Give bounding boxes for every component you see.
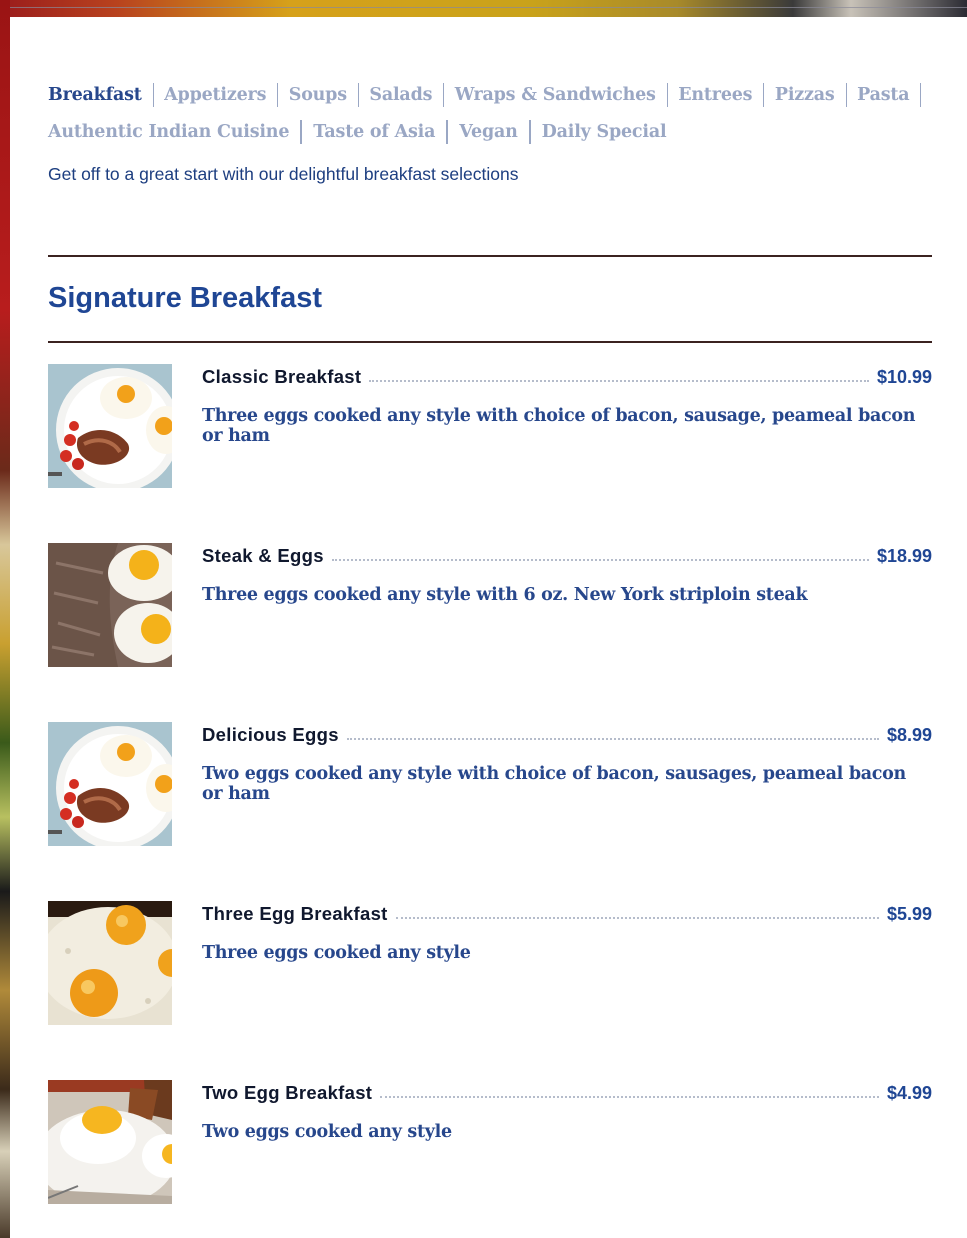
dotted-leader [347,724,879,740]
menu-item-name: Classic Breakfast [202,366,362,387]
menu-item-photo [48,1080,172,1204]
category-link-daily-special[interactable]: Daily Special [541,122,667,142]
category-link-pizzas[interactable]: Pizzas [774,85,835,105]
dotted-leader [380,1082,879,1098]
category-link-wraps-sandwiches[interactable]: Wraps & Sandwiches [454,85,656,105]
background-photo-left-strip [0,0,10,1238]
menu-item[interactable] [48,1080,932,1204]
nav-separator [667,83,668,107]
menu-item-header [202,1082,932,1108]
menu-item-description: Three eggs cooked any style with choice of bacon, sausage, peameal bacon or ham [202,406,916,446]
category-link-taste-of-asia[interactable]: Taste of Asia [313,122,436,142]
menu-item[interactable] [48,901,932,1025]
section-title: Signature Breakfast [48,282,322,314]
nav-separator [153,83,154,107]
nav-separator [277,83,278,107]
category-link-appetizers[interactable]: Appetizers [164,85,267,105]
menu-item-description: Three eggs cooked any style [202,943,471,963]
category-intro-text: Get off to a great start with our delightful breakfast selections [48,164,519,184]
menu-item-description: Two eggs cooked any style [202,1122,452,1142]
category-link-vegan[interactable]: Vegan [459,122,518,142]
menu-item-header [202,903,932,929]
menu-item-price: $18.99 [876,546,932,566]
menu-item-description: Two eggs cooked any style with choice of bacon, sausages, peameal bacon or ham [202,764,906,804]
menu-item-photo [48,364,172,488]
menu-item[interactable] [48,543,932,667]
dotted-leader [369,366,869,382]
menu-item-photo [48,722,172,846]
category-link-breakfast[interactable]: Breakfast [48,85,142,105]
nav-separator [846,83,847,107]
category-link-soups[interactable]: Soups [288,85,347,105]
section-bottom-rule [48,341,932,343]
nav-separator [443,83,444,107]
dotted-leader [332,545,869,561]
menu-item[interactable] [48,722,932,846]
menu-item[interactable] [48,364,932,488]
menu-item-price: $5.99 [886,904,932,924]
category-link-salads[interactable]: Salads [369,85,433,105]
menu-item-name: Two Egg Breakfast [202,1082,373,1103]
background-divider-line [10,7,967,8]
category-nav-row-2 [48,117,932,147]
category-nav-row-1 [48,80,932,110]
menu-item-name: Delicious Eggs [202,724,339,745]
dotted-leader [396,903,879,919]
category-nav [48,80,932,154]
nav-separator [358,83,359,107]
menu-item-description: Three eggs cooked any style with 6 oz. New York striploin steak [202,585,808,605]
menu-item-header [202,724,932,750]
menu-item-name: Steak & Eggs [202,545,324,566]
nav-separator [300,120,302,144]
nav-separator [763,83,764,107]
menu-item-header [202,545,932,571]
nav-separator [920,83,921,107]
menu-item-photo [48,901,172,1025]
menu-item-price: $4.99 [886,1083,932,1103]
menu-item-price: $10.99 [876,367,932,387]
background-photo-top-strip [0,0,967,17]
menu-item-name: Three Egg Breakfast [202,903,388,924]
menu-item-header [202,366,932,392]
menu-item-price: $8.99 [886,725,932,745]
nav-separator [446,120,448,144]
category-link-authentic-indian-cuisine[interactable]: Authentic Indian Cuisine [48,122,290,142]
section-top-rule [48,255,932,257]
category-link-entrees[interactable]: Entrees [678,85,753,105]
nav-separator [529,120,531,144]
category-link-pasta[interactable]: Pasta [857,85,910,105]
menu-item-photo [48,543,172,667]
